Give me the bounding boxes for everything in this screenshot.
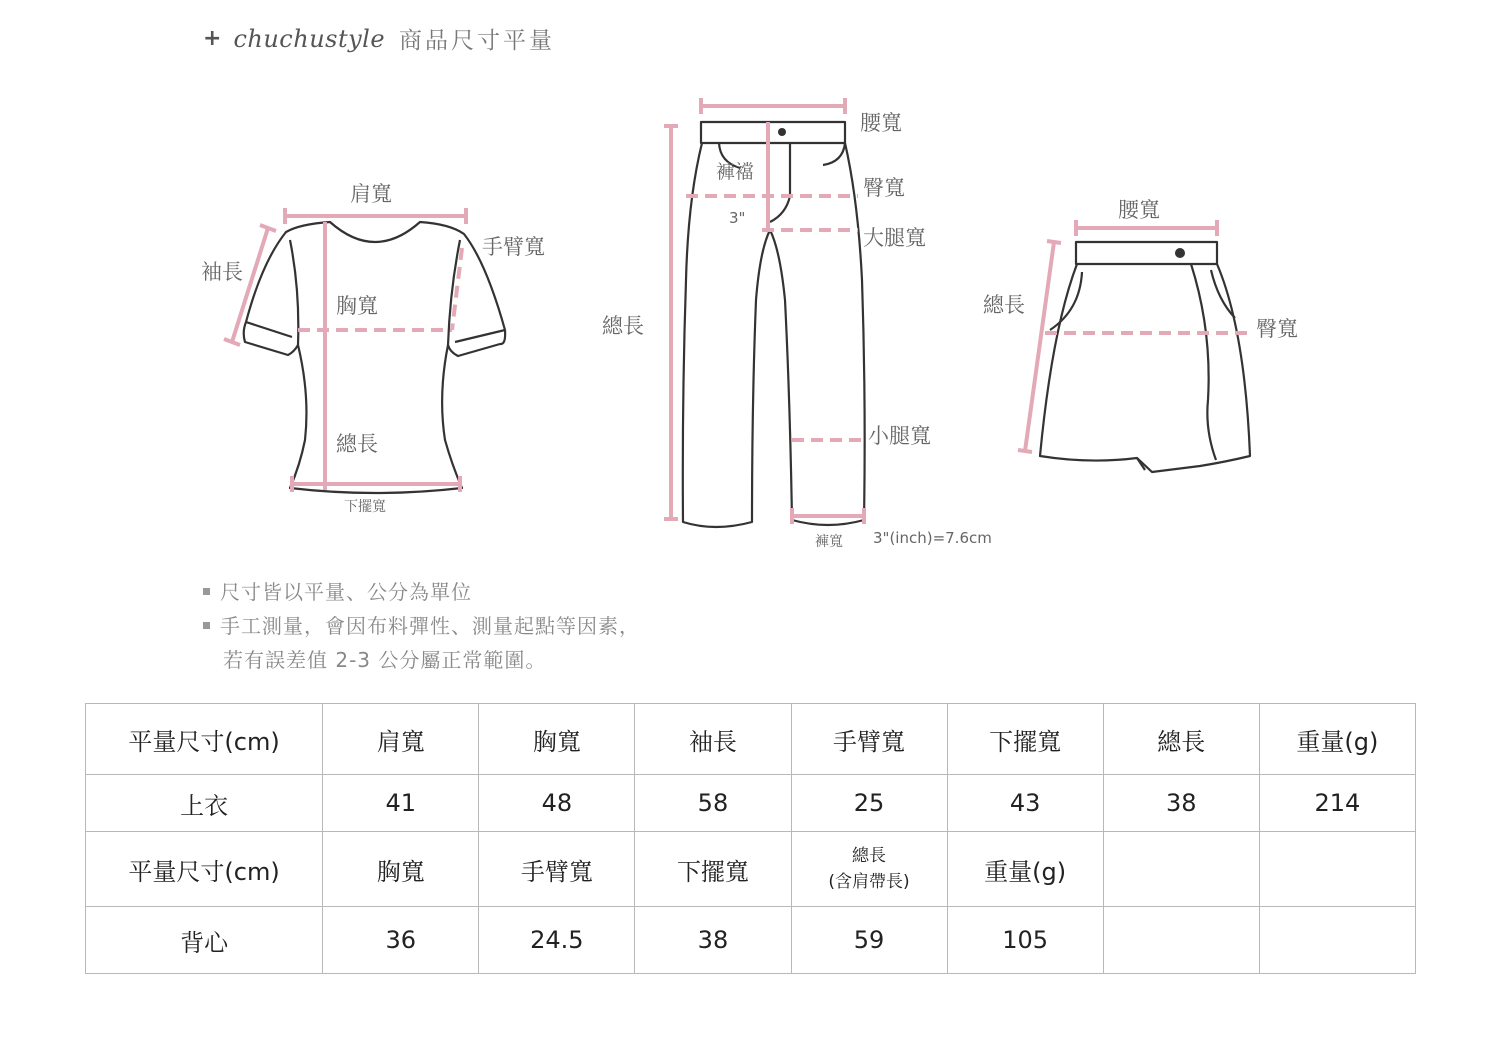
table-header-cell [791, 832, 947, 907]
tshirt-sleeve-label: 袖長 [201, 260, 243, 284]
table-header-row [86, 832, 1416, 907]
tshirt-chest-label: 胸寬 [336, 294, 378, 318]
brand-logo: chuchustyle [233, 24, 386, 53]
table-cell [1259, 907, 1415, 974]
pants-rise-offset-label: 3" [729, 209, 746, 227]
table-header-cell: 胸寬 [479, 704, 635, 775]
pants-leg-opening-label: 褲寬 [815, 534, 843, 550]
note-line: 尺寸皆以平量、公分為單位 [203, 575, 640, 609]
note-line: 手工測量，會因布料彈性、測量起點等因素， [203, 609, 640, 643]
table-header-cell: 重量(g) [947, 832, 1103, 907]
table-cell: 214 [1259, 775, 1415, 832]
table-row [86, 775, 1416, 832]
table-cell: 105 [947, 907, 1103, 974]
table-header-cell: 下擺寬 [635, 832, 791, 907]
table-header-cell: 胸寬 [323, 832, 479, 907]
pants-thigh-label: 大腿寬 [863, 226, 926, 250]
table-cell: 25 [791, 775, 947, 832]
table-cell: 背心 [86, 907, 323, 974]
table-header-cell: 手臂寬 [791, 704, 947, 775]
table-header-cell: 下擺寬 [947, 704, 1103, 775]
tshirt-hem-label: 下擺寬 [344, 499, 386, 515]
plus-icon: + [203, 26, 222, 51]
table-header-cell: 平量尺寸(cm) [86, 704, 323, 775]
table-cell: 36 [323, 907, 479, 974]
table-cell: 24.5 [479, 907, 635, 974]
table-header-cell: 總長 [1103, 704, 1259, 775]
table-cell: 41 [323, 775, 479, 832]
pants-hip-label: 臀寬 [863, 176, 905, 200]
button-icon [1175, 248, 1185, 258]
table-header-cell [1259, 832, 1415, 907]
table-cell: 43 [947, 775, 1103, 832]
table-cell: 59 [791, 907, 947, 974]
tshirt-shoulder-label: 肩寬 [350, 182, 392, 206]
skirt-measure-lines [1018, 220, 1248, 452]
pants-illustration [683, 122, 865, 527]
bullet-icon [203, 622, 210, 629]
table-header-row [86, 704, 1416, 775]
table-cell: 38 [635, 907, 791, 974]
skirt-waist-label: 腰寬 [1118, 198, 1160, 222]
pants-calf-label: 小腿寬 [868, 424, 931, 448]
table-cell: 上衣 [86, 775, 323, 832]
table-header-cell: 肩寬 [323, 704, 479, 775]
table-header-cell: 重量(g) [1259, 704, 1415, 775]
skirt-hip-label: 臀寬 [1256, 317, 1298, 341]
table-header-cell [1103, 832, 1259, 907]
note-line: 若有誤差值 2-3 公分屬正常範圍。 [223, 648, 547, 672]
skirt-length-label: 總長 [983, 293, 1025, 317]
table-cell: 58 [635, 775, 791, 832]
table-header-cell: 袖長 [635, 704, 791, 775]
pants-rise-label: 褲襠 [716, 161, 755, 183]
table-row [86, 907, 1416, 974]
tshirt-length-label: 總長 [336, 432, 378, 456]
button-icon [778, 128, 786, 136]
pants-waist-label: 腰寬 [860, 111, 902, 135]
skirt-illustration [1040, 242, 1250, 472]
pants-length-label: 總長 [602, 314, 644, 338]
table-header-cell-sub: (含肩帶長) [828, 872, 910, 892]
table-cell: 48 [479, 775, 635, 832]
bullet-icon [203, 588, 210, 595]
tshirt-arm-label: 手臂寬 [482, 235, 545, 259]
table-header-cell-title: 總長 [852, 846, 887, 866]
table-cell: 38 [1103, 775, 1259, 832]
table-header-cell: 平量尺寸(cm) [86, 832, 323, 907]
size-table [85, 703, 1416, 974]
page-title: 商品尺寸平量 [399, 28, 556, 54]
inch-conversion-note: 3"(inch)=7.6cm [873, 529, 992, 547]
table-header-cell: 手臂寬 [479, 832, 635, 907]
measurement-notes [203, 575, 640, 677]
table-cell [1103, 907, 1259, 974]
